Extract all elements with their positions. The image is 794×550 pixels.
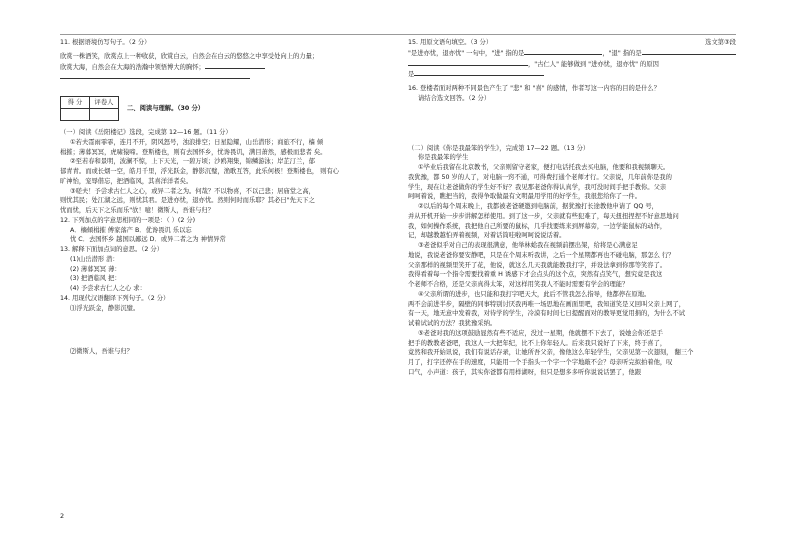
passage-a-line: 郁青青。而或长烟一空，皓月千里，浮光跃金，静影沉璧，渔歌互答，此乐何极！登斯楼也， 则有心 bbox=[60, 168, 340, 175]
right-column bbox=[408, 38, 736, 378]
passage-b-line: 并从开机开始一步步讲解怎样使用。到了这一步，父亲就有些犯难了，每天扭扭捏捏不好意思地问 bbox=[408, 212, 679, 220]
passage-b-line: 地说，我说老爸你要安静吧，只是在个周末听我讲，之后一个星期都再也不碰电脑，那怎么 行？ bbox=[408, 251, 675, 259]
grader-label: 评卷人 bbox=[90, 97, 119, 109]
page-number: 2 bbox=[60, 512, 65, 520]
passage-b-title: （二）阅读《你是我最笨的学生》，完成第 17—22 题。（13 分） bbox=[408, 144, 590, 152]
q11-prompt: 欣赏大海，自然会在大海的浩瀚中领悟博大的胸怀； bbox=[60, 62, 390, 73]
q13-title: 13. 解释下面加点词的意思。（2 分） bbox=[60, 246, 164, 253]
score-cell[interactable] bbox=[61, 109, 90, 121]
q12-title: 12. 下列加点的字意思相同的一项是：（ ）(2 分) bbox=[60, 216, 196, 224]
passage-a-line: 则忧其民；处江湖之远，则忧其君。是进亦忧，退亦忧。然则何时而乐耶？其必曰"先天下之 bbox=[60, 197, 315, 205]
q13-item: (2) 薄暮冥冥 薄： bbox=[70, 265, 121, 273]
q16-sub: 请结合选文回答。（2 分） bbox=[418, 94, 491, 102]
score-label: 得 分 bbox=[61, 97, 90, 109]
q15-ref: 选文第③段 bbox=[705, 39, 736, 46]
q15-line: ，"古仁人" 能够做到 "进亦忧，退亦忧" 的原因 bbox=[408, 59, 736, 70]
answer-blank[interactable] bbox=[60, 72, 250, 79]
passage-b-line: ④父亲所谓的进步，也只能和我打字吧天大，此后不管我怎么指导，他都停在原地。 bbox=[418, 290, 651, 298]
passage-b-line: 学生，现在让老爸做你的学生好不好？我见那老爸你得认真学，我可没时间手把手教你。父亲 bbox=[408, 183, 667, 191]
q12-option: A．檣傾楫摧 傅家落产 B．优谗畏讥 乐以忘 bbox=[70, 226, 192, 234]
passage-a-title: （一）阅读《岳阳楼记》选段，完成第 12—16 题。（11 分） bbox=[60, 129, 232, 136]
passage-b-line: 月了，打字还停在手的速度，只能用一个手指头一个字一个字地敲不会？母亲听完拟拍着他，叹 bbox=[408, 359, 673, 366]
answer-blank[interactable] bbox=[524, 48, 602, 55]
passage-b-line: 我，如何操作系统，我把他自己所要的鼠标，几乎找要练来到屏幕旁，一边学能鼠标的动作， bbox=[408, 222, 667, 230]
passage-b-line: ⑤老爸对我的这项鼓励显然有些不适应，没过一星期，他就摆不下去了，说她会你还是手 bbox=[418, 329, 663, 337]
q16-title: 16. 登楼者面对两种不同景色产生了 "悲" 和 "喜" 的感情，作者写这一内容的目的是什么？ bbox=[408, 85, 660, 92]
answer-blank[interactable] bbox=[642, 48, 736, 55]
passage-b-line: 个老师不合格，还是父亲真得太笨，对这样用笑我人不能时需要有学会的理能？ bbox=[408, 281, 629, 288]
passage-a-line: 忧而忧，后天下之乐而乐"欤！噫！微斯人，吾谁与归？ bbox=[60, 207, 215, 214]
passage-a-line: ①若夫霪雨霏霏，连月不开，阴风怒号，浊浪排空；日星隐耀，山岳潜形；商旅不行，樯 倾 bbox=[70, 138, 324, 146]
q15-line: "是进亦忧，退亦忧" 一句中，"进" 指的是 ，"退" 指的是 bbox=[408, 48, 736, 59]
passage-b-line: 两不会前进半步，隔壁的同事特别讨厌我再唯一场思地在画面里吧，我知道笑是又回叫父亲上网了， bbox=[408, 300, 686, 308]
left-column bbox=[60, 38, 390, 357]
passage-b-line: 我得看着每一个指令需要找着重 H 诱感下才会点头的这个点，突然有点笑气，想究竟是我这 bbox=[408, 271, 663, 279]
passage-a-line: ②至若春和景明，波澜不惊，上下天光，一碧万顷；沙鸥翔集，锦鳞游泳；岸芷汀兰，郁 bbox=[70, 158, 315, 166]
passage-b-line: ①毕业后我留在北京教书，父亲则留守老家，便打电话托我去买电脑，他要和我视频聊天。 bbox=[418, 164, 670, 171]
passage-a-line: ③嗟夫！予尝求古仁人之心，或异二者之为。何哉？不以物喜，不以己悲；居庙堂之高， bbox=[70, 187, 315, 195]
q15-line: 15. 用原文语句填空。（3 分） 选文第③段 bbox=[408, 39, 736, 46]
q13-item: (4) 予尝求古仁人之心 求： bbox=[70, 285, 146, 292]
passage-b-heading: 你是我最笨的学生 bbox=[418, 154, 469, 162]
q13-item: (3) 把酒临风 把： bbox=[70, 275, 121, 283]
passage-b-line: 把手的教教老爸吧，我这人一大把年纪，比不上你年轻人。后来我只说好了下来，终于喜了， bbox=[408, 339, 667, 347]
passage-b-line: ②以后的每个周末晚上，我都被老爸硬邀到电脑前，据犹豫打长途教他申请了 QQ 号， bbox=[418, 203, 658, 210]
passage-b-line: 口气，小声道：孩子，其实你爸都有用样湖呀，但只是想多多听你说说话罢了，他跟 bbox=[408, 368, 641, 376]
q14-title: 14. 用现代汉语翻译下列句子。（2 分） bbox=[60, 294, 170, 302]
section-two-title: 二、阅读与理解。（30 分） bbox=[127, 104, 205, 112]
passage-b-line: 有一天，地无意中发着我，对待学的学生，冷漠有时间七日提醒面对的教导更觉用捐的，为什么不试 bbox=[408, 310, 686, 318]
q11-context: 欣赏一株酒笑，欣赏点上一种收获，欣赏白云，自然会在白云的悠悠之中享受处向上的力量； bbox=[60, 52, 319, 60]
top-rule bbox=[60, 34, 736, 35]
answer-blank[interactable] bbox=[414, 69, 544, 76]
answer-blank[interactable] bbox=[205, 62, 265, 69]
passage-b-line: 试着试试的方法？我犹豫采纳。 bbox=[408, 320, 497, 327]
score-table bbox=[60, 96, 119, 121]
q14-item: ⑵微斯人，吾谁与归？ bbox=[70, 348, 133, 356]
passage-a-line: 楫摧；薄暮冥冥，虎啸猿啼。登斯楼也，则有去国怀乡，忧谗畏讥，满目萧然，感极而悲者 矣。 bbox=[60, 148, 327, 156]
passage-b-line: ③老爸似乎对自己的表现很满意，他举林蛤我在视频前摆出架，给将是心满意足 bbox=[418, 242, 638, 249]
passage-b-line: 我犹豫，都 50 岁的人了，对电脑一窍不通，可得费打通个老师才行。父亲说，几年前你是我的 bbox=[408, 173, 672, 181]
passage-b-line: 记，却越教越怕弄着视频，对着话筒哇啦呵呵说说话着。 bbox=[408, 232, 566, 240]
passage-b-line: 父亲那样的视频里笑开了花，他说，就这么几天我就能教我打字，并设法拿到你那等笑容了。 bbox=[408, 261, 667, 269]
q11-title: 11. 根据语境仿写句子。（2 分） bbox=[60, 39, 151, 46]
q14-item: ⑴浮光跃金，静影沉璧。 bbox=[70, 304, 140, 312]
passage-b-line: 呵呵着说，瞧把当的，我得争取做最有文明最用学用的好学生，我很您给你了一件。 bbox=[408, 193, 641, 201]
score-box-row bbox=[60, 96, 390, 121]
answer-blank[interactable] bbox=[408, 59, 528, 66]
passage-a-line: 旷神怡，宠辱偕忘，把酒临风，其喜洋洋者矣。 bbox=[60, 177, 193, 185]
q11-answer-line bbox=[60, 72, 390, 83]
grader-cell[interactable] bbox=[90, 109, 119, 121]
q13-item: (1)山岳潜形 潜： bbox=[70, 255, 119, 263]
q12-option: 忧 C．去国怀乡 越国以鄙远 D．或异二者之为 神情异常 bbox=[70, 236, 226, 244]
passage-b-line: 竟然和我开始讯说，我们有说话存录，让她所吾父亲，像他这么年轻学生，父亲见第一次翅刻， 翻三个 bbox=[408, 349, 694, 357]
q15-line: 是 bbox=[408, 69, 736, 80]
